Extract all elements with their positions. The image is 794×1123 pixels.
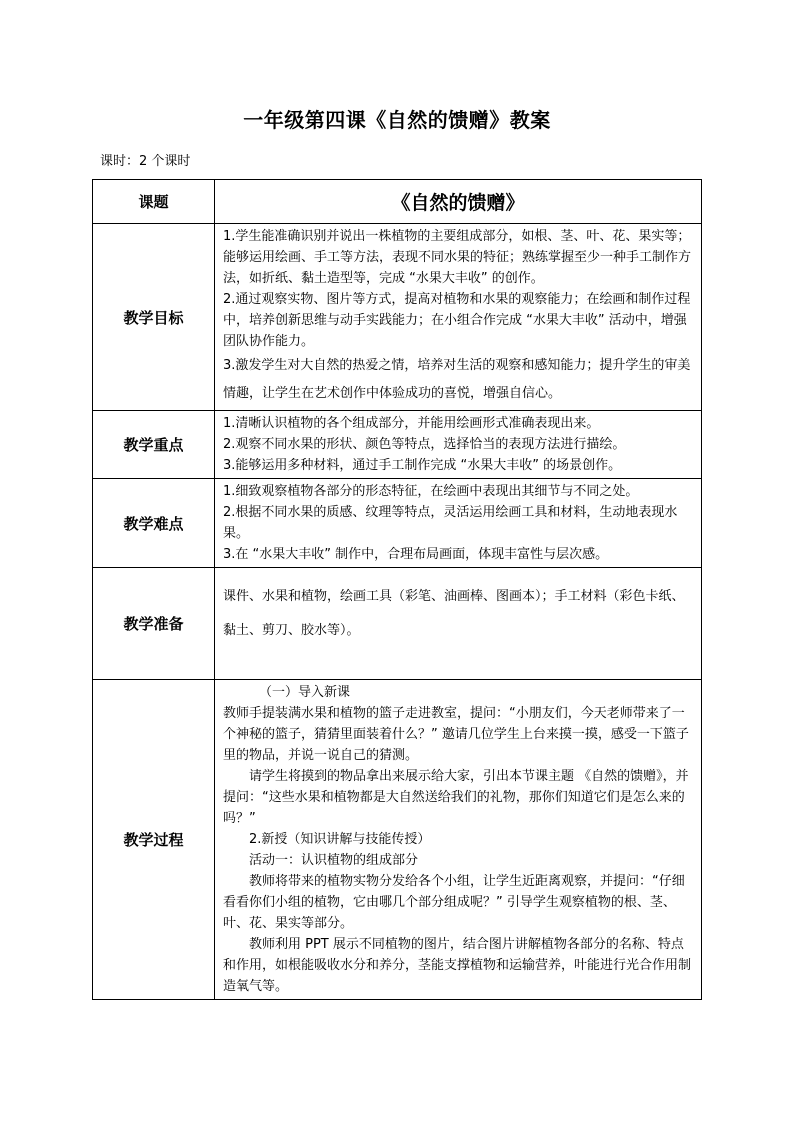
process-row	[93, 680, 702, 1000]
process-paragraph: 教师手提装满水果和植物的篮子走进教室，提问：“小朋友们，今天老师带来了一个神秘的篮子，猜猜里面装着什么？” 邀请几位学生上台来摸一摸，感受一下篮子里的物品，并说一说自己的猜测。	[223, 706, 689, 763]
objective-item: 3.激发学生对大自然的热爱之情，培养对生活的观察和感知能力；提升学生的审美情趣，让学生在艺术创作中体验成功的喜悦，增强自信心。	[223, 358, 691, 401]
difficulty-item: 3.在 “水果大丰收” 制作中，合理布局画面，体现丰富性与层次感。	[223, 547, 609, 562]
document-title: 一年级第四课《自然的馈赠》教案	[243, 108, 551, 132]
preparation-label: 教学准备	[93, 568, 215, 680]
process-paragraph: 教师将带来的植物实物分发给各个小组，让学生近距离观察，并提问：“仔细看看你们小组的植物，它由哪几个部分组成呢？” 引导学生观察植物的根、茎、叶、花、果实等部分。	[223, 874, 685, 931]
key-point-item: 2.观察不同水果的形状、颜色等特点，选择恰当的表现方法进行描绘。	[223, 437, 626, 452]
preparation-text: 课件、水果和植物，绘画工具（彩笔、油画棒、图画本）；手工材料（彩色卡纸、黏土、剪刀、胶水等）。	[223, 589, 685, 638]
key-points-row	[93, 411, 702, 479]
difficulties-content	[215, 479, 702, 568]
key-point-item: 3.能够运用多种材料，通过手工制作完成 “水果大丰收” 的场景创作。	[223, 458, 622, 473]
process-paragraph: 教师利用 PPT 展示不同植物的图片，结合图片讲解植物各部分的名称、特点和作用，如根能吸收水分和养分，茎能支撑植物和运输营养，叶能进行光合作用制造氧气等。	[223, 937, 692, 994]
objectives-content	[215, 224, 702, 411]
lesson-plan-table	[92, 179, 702, 1000]
process-subheading: 活动一：认识植物的组成部分	[249, 853, 419, 868]
objective-item: 1.学生能准确识别并说出一株植物的主要组成部分，如根、茎、叶、花、果实等；能够运用绘画、手工等方法，表现不同水果的特征；熟练掌握至少一种手工制作方法，如折纸、黏土造型等，完成 “水果大丰收” 的创作。	[223, 229, 692, 286]
topic-label: 课题	[93, 180, 215, 224]
process-heading: （一）导入新课	[259, 685, 351, 700]
process-heading: 2.新授（知识讲解与技能传授）	[249, 832, 431, 847]
topic-row	[93, 180, 702, 224]
process-content	[215, 680, 702, 1000]
key-point-item: 1.清晰认识植物的各个组成部分，并能用绘画形式准确表现出来。	[223, 416, 600, 431]
difficulty-item: 1.细致观察植物各部分的形态特征，在绘画中表现出其细节与不同之处。	[223, 484, 639, 499]
objective-item: 2.通过观察实物、图片等方式，提高对植物和水果的观察能力；在绘画和制作过程中，培养创新思维与动手实践能力；在小组合作完成 “水果大丰收” 活动中，增强团队协作能力。	[223, 292, 691, 349]
key-points-label: 教学重点	[93, 411, 215, 479]
preparation-row	[93, 568, 702, 680]
preparation-content	[215, 568, 702, 680]
class-hours: 课时：2 个课时	[100, 154, 191, 169]
process-paragraph: 请学生将摸到的物品拿出来展示给大家，引出本节课主题 《自然的馈赠》，并提问：“这些水果和植物都是大自然送给我们的礼物，那你们知道它们是怎么来的吗？”	[223, 769, 689, 826]
objectives-label: 教学目标	[93, 224, 215, 411]
key-points-content	[215, 411, 702, 479]
topic-value: 《自然的馈赠》	[215, 180, 702, 224]
difficulties-label: 教学难点	[93, 479, 215, 568]
process-label: 教学过程	[93, 680, 215, 1000]
difficulties-row	[93, 479, 702, 568]
difficulty-item: 2.根据不同水果的质感、纹理等特点，灵活运用绘画工具和材料，生动地表现水果。	[223, 505, 678, 541]
objectives-row	[93, 224, 702, 411]
